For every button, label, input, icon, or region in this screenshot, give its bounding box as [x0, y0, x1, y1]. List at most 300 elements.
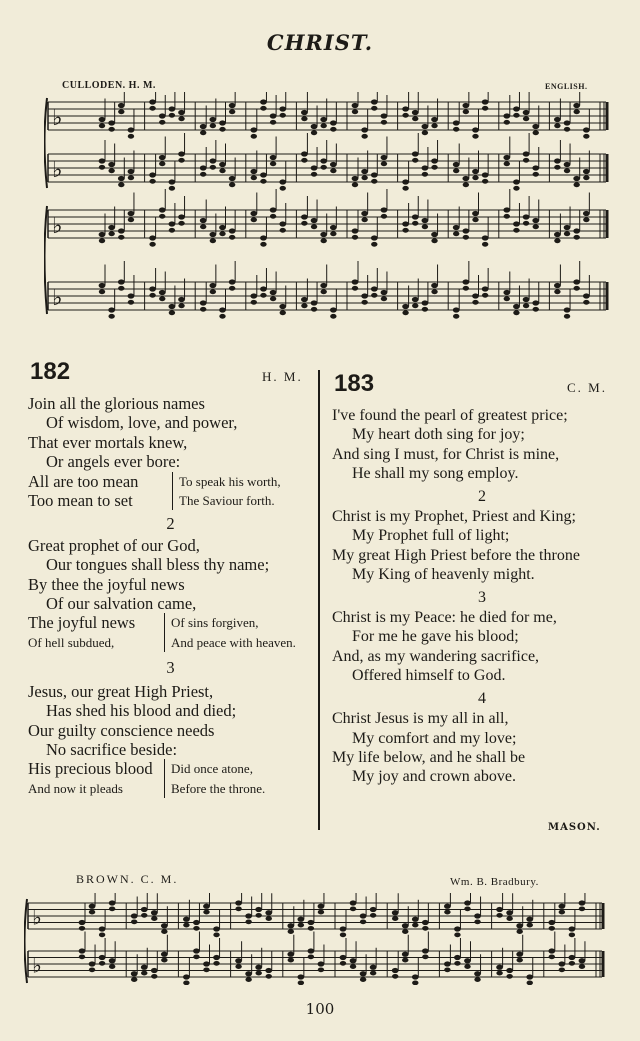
note-head: [149, 242, 155, 247]
note-head: [482, 99, 489, 104]
note-head: [321, 165, 327, 170]
note-head: [532, 124, 539, 129]
note-head: [330, 127, 336, 132]
note-head: [108, 162, 115, 167]
note-head: [472, 300, 478, 305]
note-head: [462, 176, 469, 181]
note-head: [579, 900, 586, 905]
note-head: [229, 286, 235, 291]
note-head: [99, 932, 105, 937]
note-head: [229, 182, 235, 187]
note-head: [149, 99, 156, 104]
note-head: [219, 225, 226, 230]
note-head: [503, 113, 510, 118]
verse-split-line: [28, 472, 313, 491]
note-head: [513, 186, 519, 191]
note-head: [266, 916, 272, 921]
note-head: [219, 168, 225, 173]
note-head: [99, 926, 106, 931]
hymn-number-182: 182: [30, 358, 71, 385]
page-number: 100: [305, 1000, 335, 1018]
note-head: [270, 155, 277, 160]
note-head: [523, 214, 530, 219]
note-head: [340, 961, 346, 966]
verse-split-line: [28, 491, 313, 510]
note-head: [161, 929, 167, 934]
note-head: [260, 106, 266, 111]
note-head: [554, 232, 561, 237]
note-head: [564, 127, 570, 132]
note-head: [564, 307, 571, 312]
note-head: [431, 283, 438, 288]
note-head: [496, 907, 503, 912]
note-head: [320, 158, 327, 163]
note-head: [99, 123, 105, 128]
tune-credit-bradbury: Wm. B. Bradbury.: [450, 876, 539, 888]
note-head: [280, 310, 286, 315]
note-head: [280, 228, 286, 233]
music-score-culloden: [44, 92, 614, 322]
note-head: [118, 279, 125, 284]
note-head: [472, 169, 479, 174]
note-head: [183, 980, 189, 985]
note-head: [371, 99, 378, 104]
staff: [48, 92, 607, 139]
note-head: [141, 965, 148, 970]
note-head: [422, 954, 428, 959]
note-head: [250, 127, 257, 132]
split-right: Before the throne.: [171, 780, 266, 796]
verse-line: And, as my wandering sacrifice,: [332, 647, 540, 665]
note-head: [554, 158, 561, 163]
note-head: [583, 293, 590, 298]
note-head: [402, 929, 408, 934]
note-head: [361, 300, 367, 305]
note-head: [506, 974, 512, 979]
note-head: [503, 155, 510, 160]
note-head: [464, 900, 471, 905]
note-head: [118, 228, 125, 233]
note-head: [118, 182, 124, 187]
note-head: [250, 293, 257, 298]
note-head: [108, 168, 114, 173]
note-head: [554, 123, 560, 128]
note-head: [464, 906, 470, 911]
note-head: [574, 182, 580, 187]
note-head: [330, 231, 336, 236]
note-head: [533, 172, 539, 177]
note-head: [260, 293, 266, 298]
note-head: [229, 235, 235, 240]
note-head: [412, 917, 419, 922]
verse-line: No sacrifice beside:: [46, 739, 178, 759]
note-head: [251, 175, 257, 180]
note-head: [506, 968, 513, 973]
note-head: [311, 124, 318, 129]
note-head: [496, 971, 502, 976]
verse-number: 3: [478, 588, 486, 606]
note-head: [532, 300, 539, 305]
note-head: [128, 293, 135, 298]
note-head: [361, 169, 368, 174]
staff: [28, 893, 603, 937]
verse-line: I've found the pearl of greatest price;: [332, 407, 568, 424]
note-head: [523, 303, 529, 308]
note-head: [573, 176, 580, 181]
note-head: [265, 910, 272, 915]
note-head: [298, 980, 304, 985]
note-head: [482, 242, 488, 247]
note-head: [128, 175, 134, 180]
note-head: [583, 217, 589, 222]
note-head: [193, 920, 200, 925]
note-head: [527, 923, 533, 928]
note-head: [474, 971, 481, 976]
note-head: [301, 297, 308, 302]
note-head: [564, 120, 571, 125]
verse-line: Offered himself to God.: [352, 667, 506, 685]
verse-line: Christ is my Peace: he died for me,: [332, 609, 557, 627]
note-head: [569, 961, 575, 966]
note-head: [422, 920, 429, 925]
note-head: [352, 176, 359, 181]
note-head: [270, 296, 276, 301]
note-head: [149, 172, 156, 177]
note-head: [99, 238, 105, 243]
note-head: [361, 175, 367, 180]
note-head: [159, 207, 166, 212]
note-head: [298, 923, 304, 928]
note-head: [108, 307, 115, 312]
note-head: [245, 971, 252, 976]
note-head: [569, 955, 576, 960]
note-head: [422, 307, 428, 312]
note-head: [151, 916, 157, 921]
note-head: [131, 977, 137, 982]
note-head: [301, 151, 308, 156]
note-head: [453, 168, 459, 173]
note-head: [330, 225, 337, 230]
note-head: [412, 297, 419, 302]
note-head: [128, 134, 134, 139]
note-head: [169, 304, 176, 309]
note-head: [503, 207, 510, 212]
note-head: [370, 965, 377, 970]
note-head: [371, 106, 377, 111]
note-head: [361, 217, 367, 222]
note-head: [422, 172, 428, 177]
note-head: [200, 130, 206, 135]
note-head: [371, 235, 378, 240]
note-head: [209, 158, 216, 163]
note-head: [169, 106, 176, 111]
note-head: [352, 182, 358, 187]
note-head: [200, 124, 207, 129]
note-head: [523, 221, 529, 226]
note-head: [210, 289, 216, 294]
note-head: [431, 238, 437, 243]
note-head: [200, 218, 207, 223]
note-head: [574, 286, 580, 291]
note-head: [559, 967, 565, 972]
note-head: [229, 279, 236, 284]
note-head: [320, 117, 327, 122]
note-head: [579, 906, 585, 911]
note-head: [513, 228, 519, 233]
note-head: [311, 130, 317, 135]
note-head: [583, 127, 590, 132]
note-head: [464, 964, 470, 969]
note-head: [200, 307, 206, 312]
note-head: [169, 221, 176, 226]
note-head: [288, 958, 294, 963]
note-head: [178, 297, 185, 302]
note-head: [321, 289, 327, 294]
note-head: [169, 186, 175, 191]
note-head: [235, 958, 242, 963]
note-head: [255, 907, 262, 912]
note-head: [318, 967, 324, 972]
note-head: [99, 283, 106, 288]
verse-line: Our guilty conscience needs: [28, 720, 215, 740]
note-head: [200, 300, 207, 305]
note-head: [318, 910, 324, 915]
note-head: [279, 304, 286, 309]
note-head: [381, 296, 387, 301]
note-head: [287, 952, 294, 957]
note-head: [260, 235, 267, 240]
note-head: [513, 310, 519, 315]
note-head: [352, 286, 358, 291]
hymn-182-text: [28, 394, 313, 798]
note-head: [422, 224, 428, 229]
note-head: [200, 224, 206, 229]
note-head: [270, 290, 277, 295]
verse-line: My King of heavenly might.: [352, 566, 535, 584]
note-head: [308, 926, 314, 931]
split-left: His precious blood: [28, 759, 165, 778]
verse-line: Christ Jesus is my all in all,: [332, 710, 509, 728]
note-head: [229, 228, 236, 233]
note-head: [301, 110, 308, 115]
clef-icon: ♭: [52, 157, 63, 184]
note-head: [464, 958, 471, 963]
note-head: [203, 961, 210, 966]
verse-split-line: [28, 633, 313, 652]
note-head: [183, 974, 190, 979]
note-head: [79, 920, 86, 925]
note-head: [210, 123, 216, 128]
note-head: [482, 293, 488, 298]
verse-line: That ever mortals knew,: [28, 432, 188, 452]
note-head: [141, 971, 147, 976]
note-head: [260, 99, 267, 104]
note-head: [472, 211, 479, 216]
note-head: [527, 980, 533, 985]
note-head: [213, 961, 219, 966]
note-head: [412, 158, 418, 163]
note-head: [245, 919, 251, 924]
note-head: [569, 926, 576, 931]
note-head: [128, 211, 135, 216]
note-head: [297, 917, 304, 922]
note-head: [270, 120, 276, 125]
note-head: [569, 932, 575, 937]
note-head: [579, 964, 585, 969]
note-head: [513, 106, 520, 111]
note-head: [402, 304, 409, 309]
note-head: [200, 172, 206, 177]
note-head: [193, 954, 199, 959]
note-head: [330, 120, 337, 125]
hymn-author: MASON.: [548, 822, 601, 833]
note-head: [118, 176, 125, 181]
note-head: [161, 952, 168, 957]
note-head: [288, 929, 294, 934]
note-head: [178, 303, 184, 308]
note-head: [371, 286, 378, 291]
note-head: [402, 221, 409, 226]
note-head: [131, 919, 137, 924]
note-head: [454, 961, 460, 966]
note-head: [422, 926, 428, 931]
note-head: [422, 124, 429, 129]
note-head: [496, 965, 503, 970]
verse-line: Christ is my Prophet, Priest and King;: [332, 508, 576, 526]
note-head: [482, 179, 488, 184]
note-head: [360, 971, 367, 976]
note-head: [287, 923, 294, 928]
split-right: Of sins forgiven,: [171, 615, 259, 631]
note-head: [118, 109, 124, 114]
note-head: [381, 207, 388, 212]
note-head: [200, 165, 207, 170]
note-head: [301, 158, 307, 163]
note-head: [330, 168, 336, 173]
note-head: [280, 113, 286, 118]
note-head: [108, 225, 115, 230]
note-head: [554, 117, 561, 122]
note-head: [558, 904, 565, 909]
note-head: [523, 151, 530, 156]
note-head: [178, 221, 184, 226]
note-head: [370, 971, 376, 976]
note-head: [474, 919, 480, 924]
note-head: [513, 221, 520, 226]
verse-line: Of our salvation came,: [46, 594, 197, 614]
note-head: [308, 954, 314, 959]
note-head: [453, 127, 459, 132]
note-head: [583, 175, 589, 180]
verse-line: My comfort and my love;: [352, 729, 517, 747]
note-head: [412, 980, 418, 985]
note-head: [549, 926, 555, 931]
note-head: [402, 958, 408, 963]
note-head: [235, 900, 242, 905]
note-head: [330, 162, 337, 167]
note-head: [311, 172, 317, 177]
note-head: [532, 218, 539, 223]
verse-line: Our tongues shall bless thy name;: [46, 555, 270, 575]
verse-split-line: [28, 759, 313, 778]
note-head: [118, 103, 125, 108]
note-head: [79, 926, 85, 931]
note-head: [178, 151, 185, 156]
note-head: [454, 926, 461, 931]
note-head: [209, 283, 216, 288]
note-head: [210, 165, 216, 170]
note-head: [108, 314, 114, 319]
clef-icon: ♭: [52, 105, 63, 132]
note-head: [402, 923, 409, 928]
note-head: [229, 109, 235, 114]
note-head: [141, 907, 148, 912]
note-head: [159, 296, 165, 301]
note-head: [422, 165, 429, 170]
note-head: [361, 127, 368, 132]
verse-number: 3: [166, 658, 175, 678]
note-head: [350, 906, 356, 911]
note-head: [151, 968, 158, 973]
split-right: To speak his worth,: [179, 473, 281, 489]
verse-line: My heart doth sing for joy;: [352, 426, 525, 444]
note-head: [482, 106, 488, 111]
verse-line: He shall my song employ.: [352, 465, 519, 483]
note-head: [245, 913, 252, 918]
note-head: [517, 929, 523, 934]
note-head: [89, 967, 95, 972]
note-head: [506, 916, 512, 921]
note-head: [482, 286, 489, 291]
note-head: [151, 974, 157, 979]
note-head: [159, 155, 166, 160]
note-head: [308, 948, 315, 953]
note-head: [472, 175, 478, 180]
note-head: [352, 103, 359, 108]
note-head: [350, 958, 357, 963]
note-head: [219, 231, 225, 236]
clef-icon: ♭: [32, 953, 42, 978]
note-head: [213, 955, 220, 960]
note-head: [318, 904, 325, 909]
note-head: [350, 900, 357, 905]
staff: [48, 133, 607, 191]
staff: [48, 189, 607, 247]
note-head: [573, 103, 580, 108]
note-head: [533, 130, 539, 135]
note-head: [573, 279, 580, 284]
note-head: [149, 106, 155, 111]
note-head: [301, 303, 307, 308]
note-head: [128, 300, 134, 305]
verse-number: 2: [478, 487, 486, 505]
note-head: [151, 910, 158, 915]
note-head: [109, 900, 116, 905]
note-head: [371, 172, 378, 177]
verse-number: 4: [478, 689, 486, 707]
note-head: [311, 224, 317, 229]
note-head: [371, 293, 377, 298]
note-head: [297, 974, 304, 979]
note-head: [583, 300, 589, 305]
note-head: [149, 235, 156, 240]
note-head: [109, 906, 115, 911]
note-head: [260, 242, 266, 247]
note-head: [392, 968, 399, 973]
note-head: [108, 127, 114, 132]
note-head: [255, 965, 262, 970]
note-head: [183, 917, 190, 922]
